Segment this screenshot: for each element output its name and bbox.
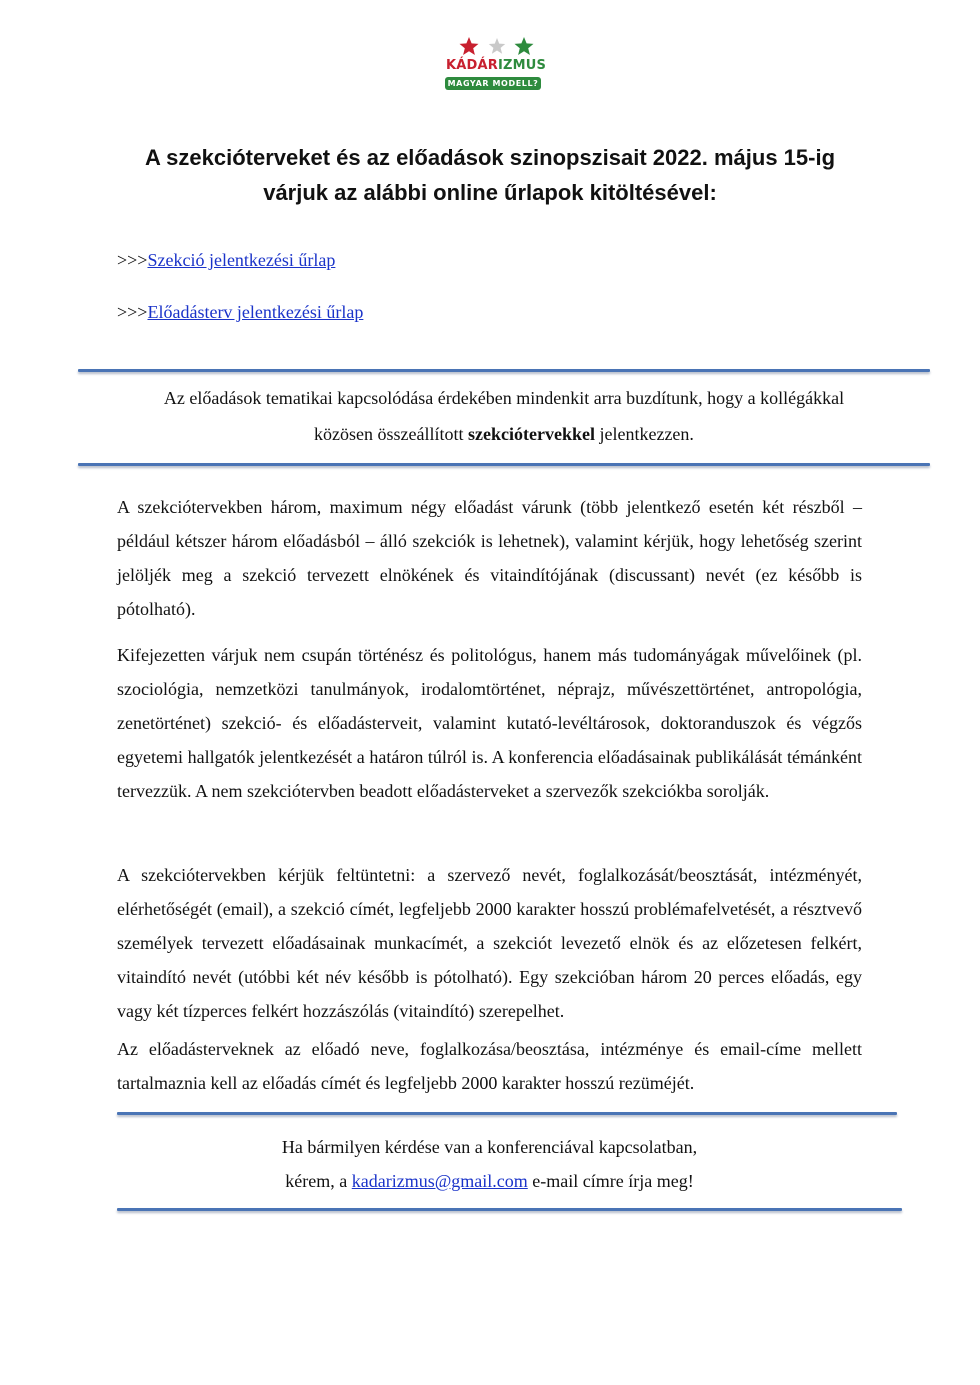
section-form-link-line: [117, 248, 335, 272]
callout-line-1: Az előadások tematikai kapcsolódása érdekében mindenkit arra buzdítunk, hogy a kollégákkal: [163, 388, 845, 408]
divider-contact-bottom: [117, 1208, 902, 1211]
paragraph-1: A szekciótervekben három, maximum négy előadást várunk (több jelentkező esetén két részből – például kétszer három előadásból – álló szekciók is lehetnek), valamint kérjük, hogy lehetőség szerint jelöljék meg a szekció tervezett elnökének és vitaindítójának (discussant) nevét (ez később is pótolható).: [117, 497, 862, 619]
paragraph-2: Kifejezetten várjuk nem csupán történész és politológus, hanem más tudományágak művelőinek (pl. szociológia, nemzetközi tanulmányok, irodalomtörténet, néprajz, művészettörténet, antropológia, zenetörténet) szekció- és előadásterveit, valamint kutató-levéltárosok, doktoranduszok és végzős egyetemi hallgatók jelentkezését a határon túlról is. A konferencia előadásainak publikálását témánként tervezzük. A nem szekciótervben beadott előadásterveket a szervezők szekciókba sorolják.: [117, 645, 862, 801]
grey-star-icon: [489, 38, 505, 54]
callout-emphasis: szekciótervekkel: [468, 424, 595, 444]
talk-form-link-line: [117, 300, 363, 324]
paragraph-3: A szekciótervekben kérjük feltüntetni: a szervező nevét, foglalkozását/beosztását, intézményét, elérhetőségét (email), a szekció címét, legfeljebb 2000 karakter hosszú problémafelvetését, a résztvevő személyek tervezett előadásainak munkacímét, a szekciót levezető elnök és az előzetesen felkért, vitaindító nevét (utóbbi két név később is pótolható). Egy szekcióban három 20 perces előadás, egy vagy két tízperces felkért hozzászólás (vitaindító) szerepelhet.: [117, 865, 862, 1021]
contact-line-2: kérem, a kadarizmus@gmail.com e-mail címre írja meg!: [285, 1171, 694, 1191]
divider-contact-top: [117, 1112, 897, 1115]
link-prefix: >>>: [117, 302, 148, 322]
divider-top: [78, 369, 930, 372]
red-star-icon: [460, 37, 479, 55]
logo-wordmark: KÁDÁRIZMUS: [445, 58, 547, 73]
green-star-icon: [515, 37, 534, 55]
contact-text: [117, 1130, 862, 1198]
callout-line-2: közösen összeállított szekciótervekkel jelentkezzen.: [314, 424, 694, 444]
kadarizmus-logo: [440, 36, 552, 96]
contact-line-1: Ha bármilyen kérdése van a konferenciával kapcsolatban,: [281, 1137, 698, 1157]
divider-bottom: [78, 463, 930, 466]
heading-line-2: várjuk az alábbi online űrlapok kitöltésével:: [263, 180, 717, 205]
paragraph-4: Az előadásterveknek az előadó neve, foglalkozása/beosztása, intézménye és email-címe mellett tartalmaznia kell az előadás címét és legfeljebb 2000 karakter hosszú rezüméjét.: [117, 1039, 862, 1093]
logo-badge: MAGYAR MODELL?: [445, 77, 541, 90]
talk-form-link[interactable]: Előadásterv jelentkezési űrlap: [147, 302, 364, 322]
callout-text: [78, 380, 930, 452]
three-stars-icon: [458, 36, 538, 56]
page-heading: [100, 140, 880, 210]
link-prefix: >>>: [117, 250, 148, 270]
section-form-link[interactable]: Szekció jelentkezési űrlap: [147, 250, 336, 270]
heading-line-1: A szekcióterveket és az előadások szinopszisait 2022. május 15-ig: [144, 145, 836, 170]
email-link[interactable]: kadarizmus@gmail.com: [351, 1171, 528, 1191]
